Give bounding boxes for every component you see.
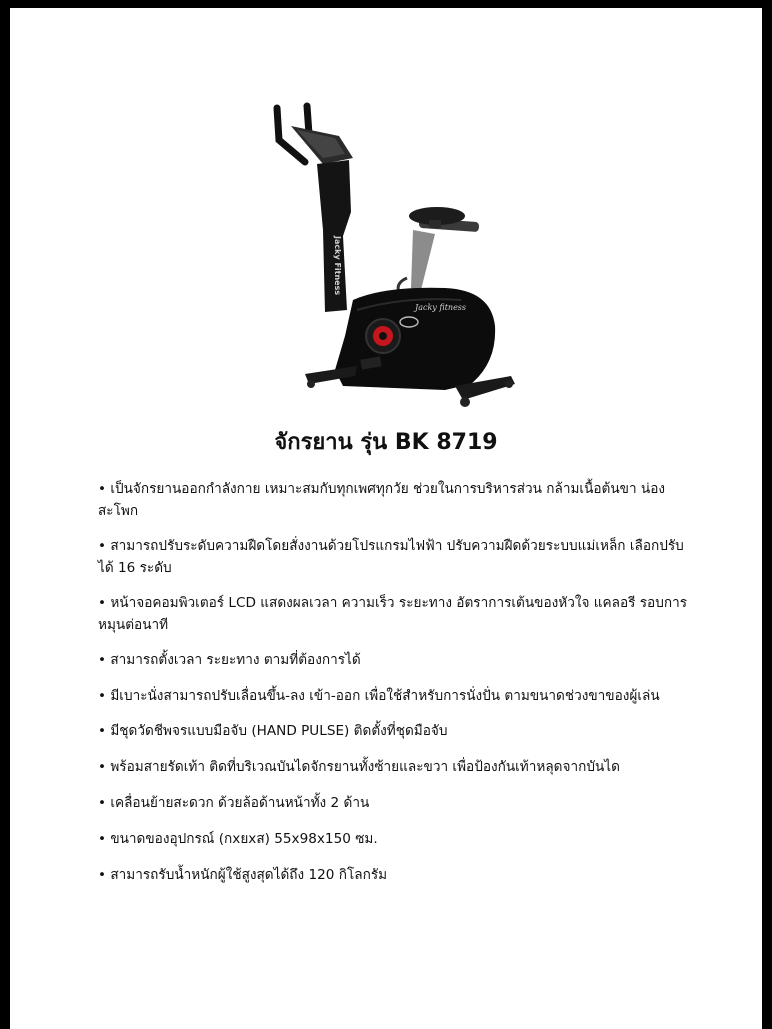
feature-item: • พร้อมสายรัดเท้า ติดที่บริเวณบันไดจักรยานทั้งซ้ายและขวา เพื่อป้องกันเท้าหลุดจากบันได (98, 759, 620, 775)
feature-item: • สามารถปรับระดับความฝืดโดยสั่งงานด้วยโปรแกรมไฟฟ้า ปรับความฝืดด้วยระบบแม่เหล็ก เลือกปรับได้ 16 ระดับ (98, 538, 684, 576)
feature-item: • ขนาดของอุปกรณ์ (กxยxส) 55x98x150 ซม. (98, 831, 378, 847)
feature-list (98, 478, 688, 900)
frame-brand-text: Jacky Fitness (333, 236, 342, 296)
exercise-bike-image (265, 100, 525, 418)
feature-item: • สามารถรับน้ำหนักผู้ใช้สูงสุดได้ถึง 120 กิโลกรัม (98, 867, 388, 883)
document-page (10, 8, 762, 1029)
flywheel-brand-text: Jacky fitness (415, 303, 467, 312)
feature-item: • มีชุดวัดชีพจรแบบมือจับ (HAND PULSE) ติดตั้งที่ชุดมือจับ (98, 723, 448, 739)
feature-item: • เป็นจักรยานออกกำลังกาย เหมาะสมกับทุกเพศทุกวัย ช่วยในการบริหารส่วน กล้ามเนื้อต้นขา น่อง สะโพก (98, 481, 666, 519)
feature-item: • เคลื่อนย้ายสะดวก ด้วยล้อด้านหน้าทั้ง 2 ด้าน (98, 795, 370, 811)
feature-item: • สามารถตั้งเวลา ระยะทาง ตามที่ต้องการได้ (98, 652, 361, 668)
feature-item: • หน้าจอคอมพิวเตอร์ LCD แสดงผลเวลา ความเร็ว ระยะทาง อัตราการเต้นของหัวใจ แคลอรี รอบการหมุนต่อนาที (98, 595, 688, 633)
product-title: จักรยาน รุ่น BK 8719 (274, 430, 498, 455)
feature-item: • มีเบาะนั่งสามารถปรับเลื่อนขึ้น-ลง เข้า-ออก เพื่อใช้สำหรับการนั่งปั่น ตามขนาดช่วงขาของผู้เล่น (98, 688, 660, 704)
